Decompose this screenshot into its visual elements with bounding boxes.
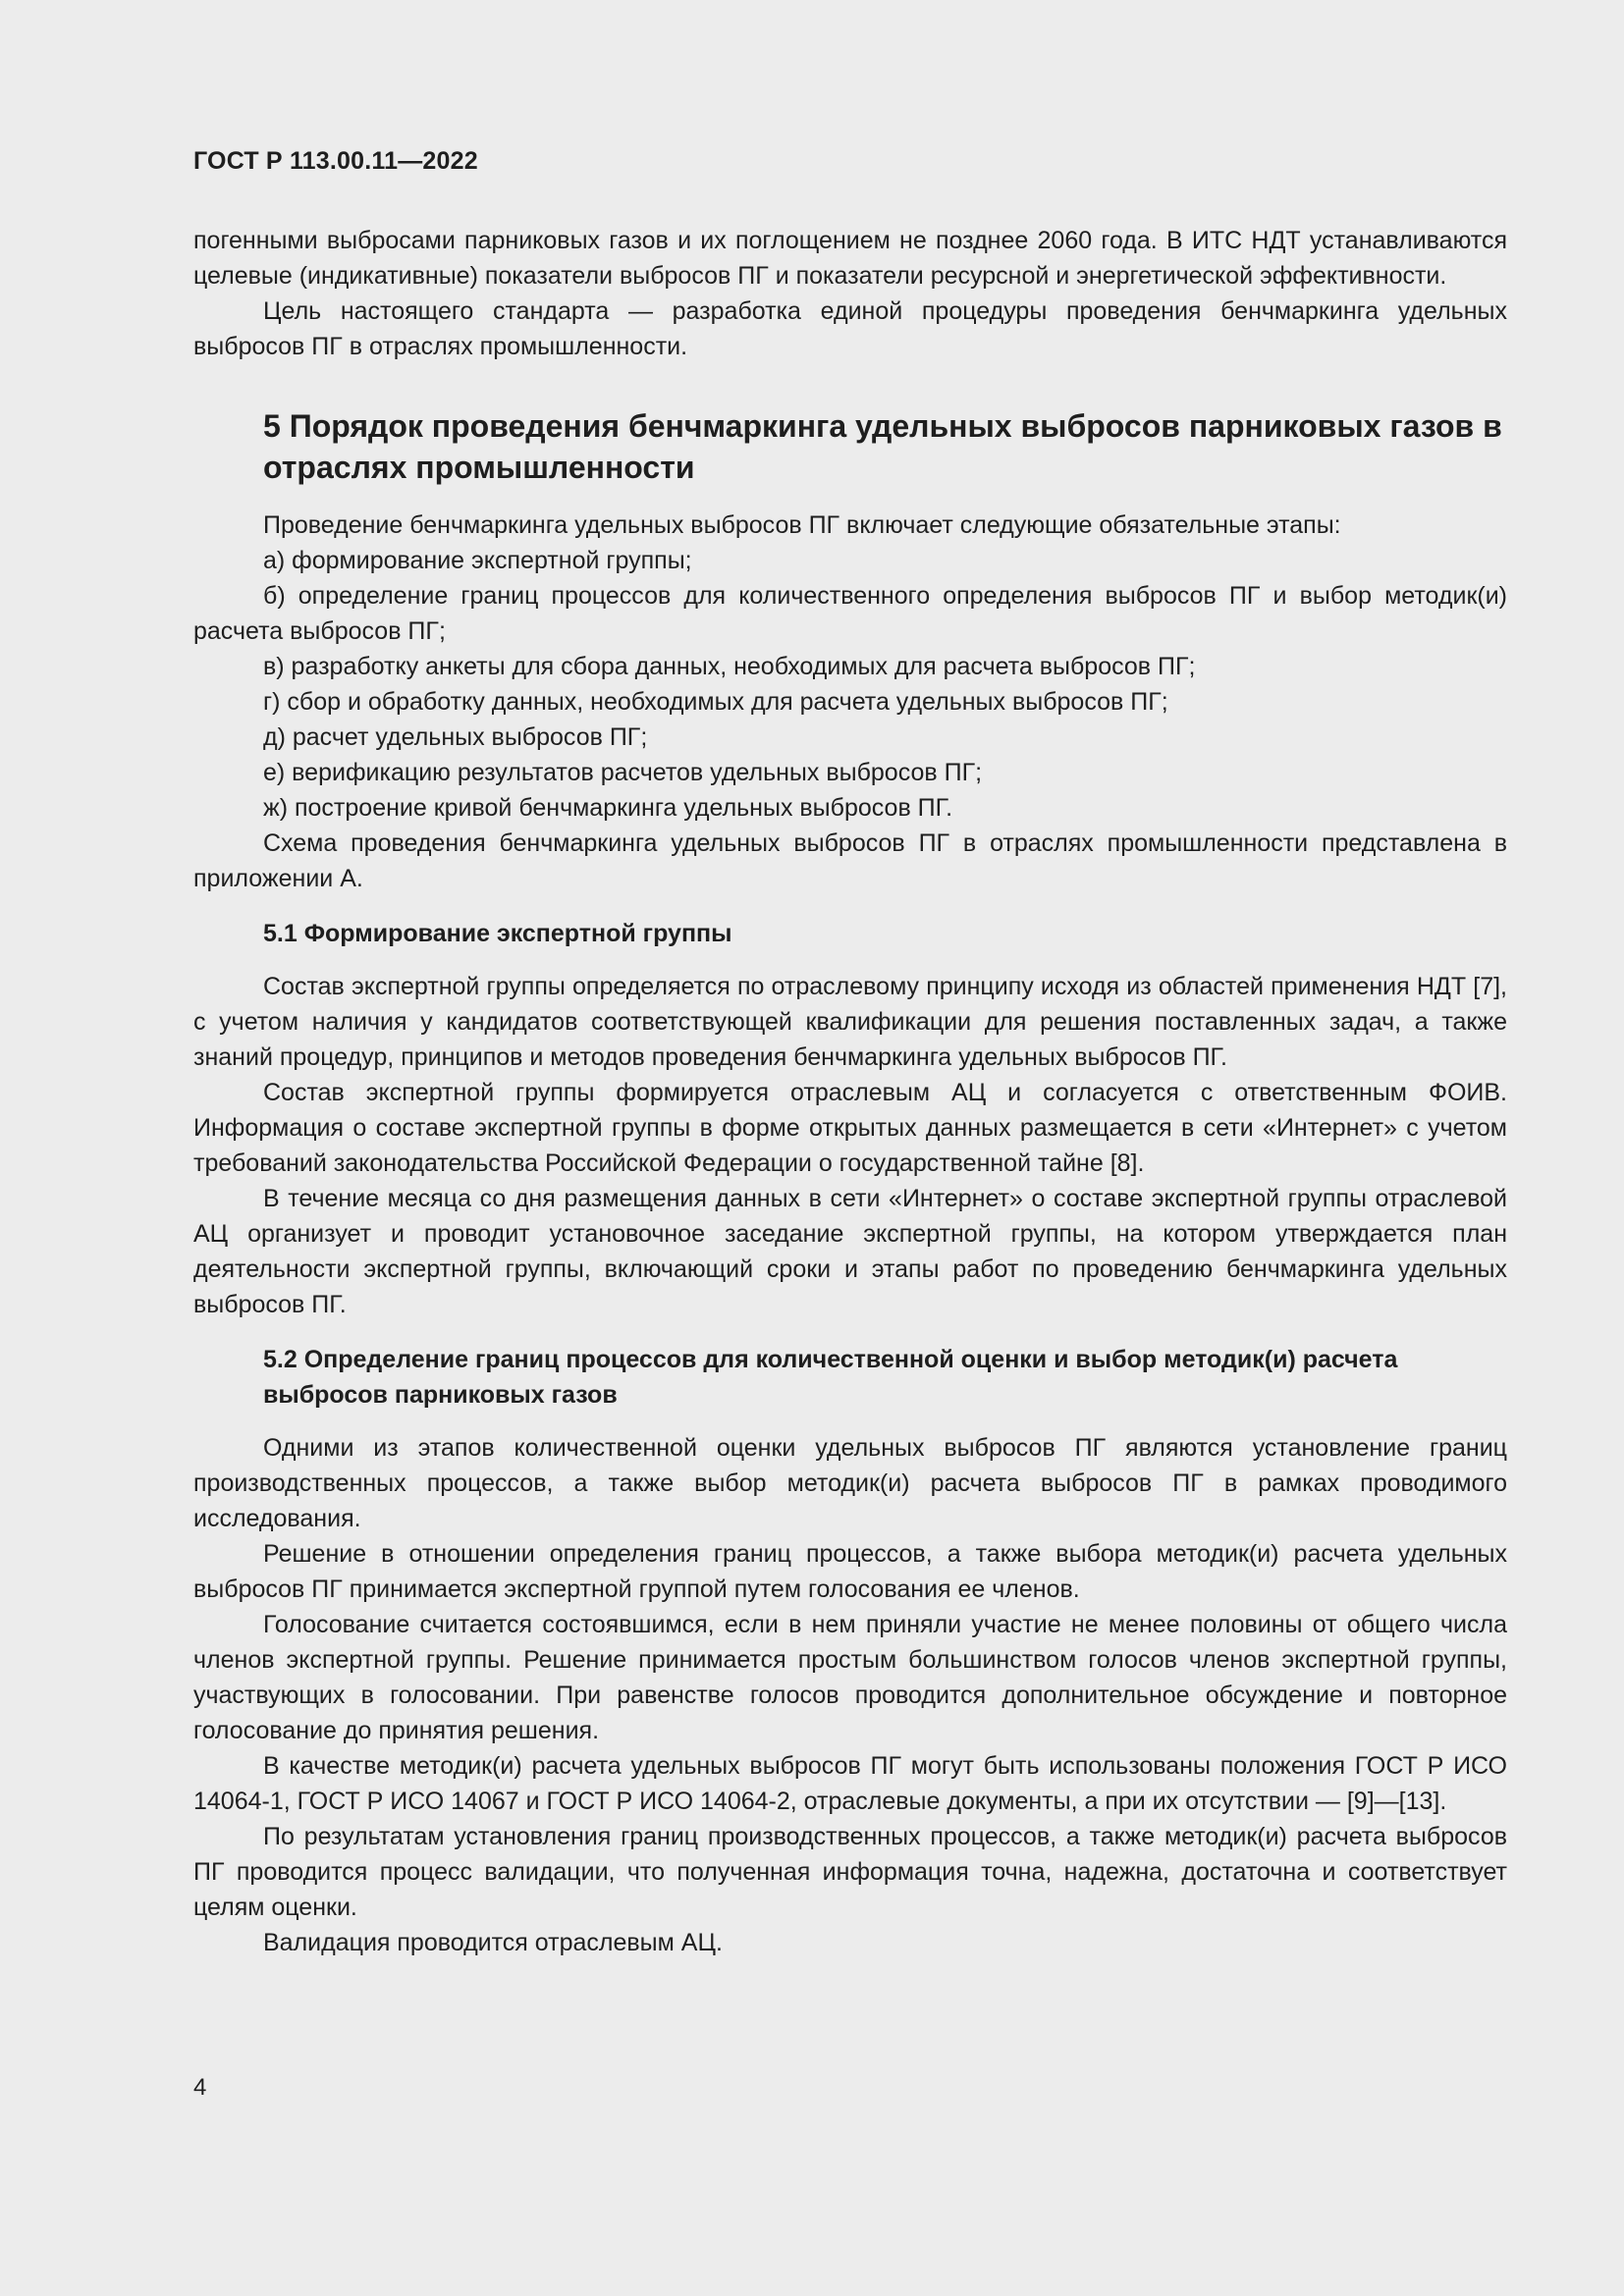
intro-paragraph-purpose: Цель настоящего стандарта — разработка единой процедуры проведения бенчмаркинга удельных выбросов ПГ в отраслях промышленности. — [193, 297, 1507, 360]
document-code-header: ГОСТ Р 113.00.11—2022 — [193, 147, 478, 175]
section-5-lead: Проведение бенчмаркинга удельных выбросов ПГ включает следующие обязательные этапы: — [263, 511, 1341, 539]
section-5-title: 5 Порядок проведения бенчмаркинга удельных выбросов парниковых газов в отраслях промышленности — [263, 408, 1502, 485]
section-5-2-paragraph: Решение в отношении определения границ процессов, а также выбора методик(и) расчета удельных выбросов ПГ принимается экспертной группой путем голосования ее членов. — [193, 1540, 1507, 1603]
section-5-2-paragraph: В качестве методик(и) расчета удельных выбросов ПГ могут быть использованы положения ГОСТ Р ИСО 14064-1, ГОСТ Р ИСО 14067 и ГОСТ Р ИСО 14064-2, отраслевые документы, а при их отсутствии — [9]—[13]. — [193, 1752, 1507, 1815]
section-5-2-paragraph: Одними из этапов количественной оценки удельных выбросов ПГ являются установление границ производственных процессов, а также выбор методик(и) расчета выбросов ПГ в рамках проводимого исследования. — [193, 1434, 1507, 1532]
stage-list-item: е) верификацию результатов расчетов удельных выбросов ПГ; — [263, 759, 983, 786]
page-number: 4 — [193, 2074, 207, 2101]
stage-list-item: г) сбор и обработку данных, необходимых для расчета удельных выбросов ПГ; — [263, 688, 1168, 716]
stage-list-item: б) определение границ процессов для количественного определения выбросов ПГ и выбор методик(и) расчета выбросов ПГ; — [193, 582, 1507, 645]
intro-paragraph-continued: погенными выбросами парниковых газов и их поглощением не позднее 2060 года. В ИТС НДТ устанавливаются целевые (индикативные) показатели выбросов ПГ и показатели ресурсной и энергетической эффективности. — [193, 227, 1507, 290]
stage-list-item: а) формирование экспертной группы; — [263, 547, 692, 574]
stage-list-item: в) разработку анкеты для сбора данных, необходимых для расчета выбросов ПГ; — [263, 653, 1196, 680]
section-5-2-paragraph: Валидация проводится отраслевым АЦ. — [263, 1929, 723, 1956]
stage-list-item: д) расчет удельных выбросов ПГ; — [263, 723, 648, 751]
section-5-2-paragraph: Голосование считается состоявшимся, если в нем приняли участие не менее половины от общего числа членов экспертной группы. Решение принимается простым большинством голосов членов экспертной группы, участвующих в голосовании. При равенстве голосов проводится дополнительное обсуждение и повторное голосование до принятия решения. — [193, 1611, 1507, 1744]
section-5-scheme-reference: Схема проведения бенчмаркинга удельных выбросов ПГ в отраслях промышленности представлена в приложении А. — [193, 829, 1507, 892]
section-5-2-paragraph: По результатам установления границ производственных процессов, а также методик(и) расчета выбросов ПГ проводится процесс валидации, что полученная информация точна, надежна, достаточна и соответствует целям оценки. — [193, 1823, 1507, 1921]
section-5-1-paragraph: Состав экспертной группы формируется отраслевым АЦ и согласуется с ответственным ФОИВ. Информация о составе экспертной группы в форме открытых данных размещается в сети «Интернет» с учетом требований законодательства Российской Федерации о государственной тайне [8]. — [193, 1079, 1507, 1177]
section-5-1-paragraph: Состав экспертной группы определяется по отраслевому принципу исходя из областей применения НДТ [7], с учетом наличия у кандидатов соответствующей квалификации для решения поставленных задач, а также знаний процедур, принципов и методов проведения бенчмаркинга удельных выбросов ПГ. — [193, 973, 1507, 1071]
section-5-1-paragraph: В течение месяца со дня размещения данных в сети «Интернет» о составе экспертной группы отраслевой АЦ организует и проводит установочное заседание экспертной группы, на котором утверждается план деятельности экспертной группы, включающий сроки и этапы работ по проведению бенчмаркинга удельных выбросов ПГ. — [193, 1185, 1507, 1318]
stage-list-item: ж) построение кривой бенчмаркинга удельных выбросов ПГ. — [263, 794, 953, 822]
section-5-2-title: 5.2 Определение границ процессов для количественной оценки и выбор методик(и) расчета выбросов парниковых газов — [263, 1346, 1398, 1409]
section-5-1-title: 5.1 Формирование экспертной группы — [263, 920, 732, 947]
document-body — [193, 223, 1507, 1960]
